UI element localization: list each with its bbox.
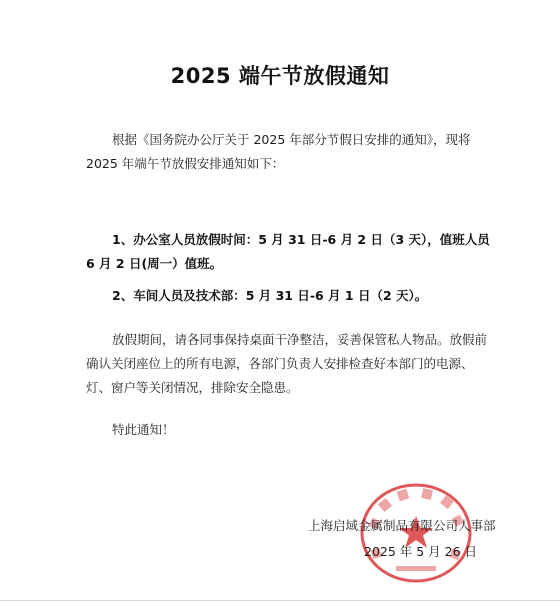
list-item: 1、办公室人员放假时间：5 月 31 日-6 月 2 日（3 天），值班人员 6 月 2 日(周一）值班。 xyxy=(86,232,490,271)
signature-date: 2025 年 5 月 26 日 xyxy=(364,544,478,559)
intro-paragraph: 根据《国务院办公厅关于 2025 年部分节假日安排的通知》，现将 2025 年端午节放假安排通知如下： xyxy=(86,132,471,171)
body-paragraph: 放假期间，请各同事保持桌面干净整洁，妥善保管私人物品。放假前确认关闭座位上的所有电源，各部门负责人安排检查好本部门的电源、灯、窗户等关闭情况，排除安全隐患。 xyxy=(86,332,488,395)
signature-company: 上海启域金属制品有限公司人事部 xyxy=(308,518,496,533)
page-bottom-divider xyxy=(0,600,560,601)
closing-text: 特此通知！ xyxy=(112,422,175,437)
list-item: 2、车间人员及技术部：5 月 31 日-6 月 1 日（2 天）。 xyxy=(112,288,428,303)
page-title: 2025 端午节放假通知 xyxy=(170,64,390,88)
